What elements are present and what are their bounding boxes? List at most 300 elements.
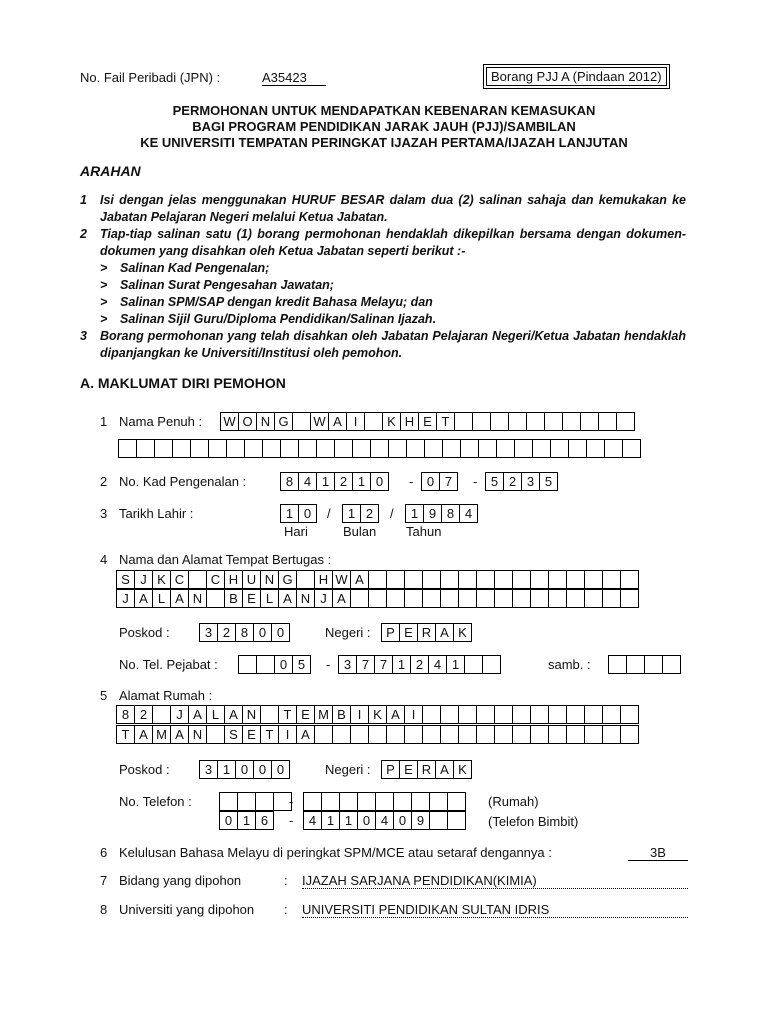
char-cell[interactable]: 0	[421, 472, 440, 491]
char-cell[interactable]	[442, 439, 461, 458]
char-cell[interactable]	[620, 570, 639, 589]
char-cell[interactable]	[206, 589, 225, 608]
char-cell[interactable]: A	[435, 760, 454, 779]
char-cell[interactable]	[584, 589, 603, 608]
char-cell[interactable]: L	[152, 589, 171, 608]
char-cell[interactable]: 0	[271, 623, 290, 642]
char-cell[interactable]	[237, 792, 256, 811]
char-cell[interactable]	[316, 439, 335, 458]
instruction-sub-item	[80, 294, 686, 311]
char-cell[interactable]	[406, 439, 425, 458]
char-cell[interactable]: 4	[298, 472, 317, 491]
char-cell[interactable]: E	[242, 589, 261, 608]
char-cell[interactable]	[386, 589, 405, 608]
char-cell[interactable]: 2	[410, 655, 429, 674]
char-cell[interactable]	[188, 570, 207, 589]
char-cell[interactable]: K	[382, 412, 401, 431]
char-cell[interactable]	[458, 725, 477, 744]
char-cell[interactable]	[620, 705, 639, 724]
char-cell[interactable]	[357, 792, 376, 811]
char-cell[interactable]	[368, 570, 387, 589]
q6-number: 6	[100, 845, 108, 860]
char-cell[interactable]	[478, 439, 497, 458]
char-cell[interactable]	[244, 439, 263, 458]
char-cell[interactable]: S	[224, 725, 243, 744]
char-cell[interactable]	[620, 725, 639, 744]
char-cell[interactable]	[172, 439, 191, 458]
char-cell[interactable]: A	[170, 725, 189, 744]
char-cell[interactable]: P	[381, 760, 400, 779]
char-cell[interactable]	[262, 439, 281, 458]
char-cell[interactable]: L	[206, 705, 225, 724]
char-cell[interactable]	[280, 439, 299, 458]
char-cell[interactable]: 0	[253, 760, 272, 779]
char-cell[interactable]: 0	[235, 760, 254, 779]
ic-number-part-1[interactable]	[280, 472, 389, 491]
char-cell[interactable]	[368, 725, 387, 744]
birth-year-input[interactable]	[405, 504, 478, 523]
char-cell[interactable]: A	[332, 589, 351, 608]
char-cell[interactable]: 1	[280, 504, 299, 523]
char-cell[interactable]	[298, 439, 317, 458]
home-phone-area[interactable]	[219, 792, 292, 811]
char-cell[interactable]	[375, 792, 394, 811]
char-cell[interactable]: R	[417, 623, 436, 642]
title-line-2: BAGI PROGRAM PENDIDIKAN JARAK JAUH (PJJ)/SAMBILAN	[192, 119, 576, 134]
char-cell[interactable]	[530, 570, 549, 589]
char-cell[interactable]	[602, 725, 621, 744]
char-cell[interactable]	[644, 655, 663, 674]
char-cell[interactable]: 7	[356, 655, 375, 674]
sub-item-text: Salinan Surat Pengesahan Jawatan;	[120, 278, 334, 292]
char-cell[interactable]: 8	[280, 472, 299, 491]
char-cell[interactable]: M	[152, 725, 171, 744]
char-cell[interactable]	[154, 439, 173, 458]
char-cell[interactable]	[530, 589, 549, 608]
char-cell[interactable]: W	[310, 412, 329, 431]
char-cell[interactable]	[422, 589, 441, 608]
char-cell[interactable]	[219, 792, 238, 811]
char-cell[interactable]: O	[238, 412, 257, 431]
char-cell[interactable]	[568, 439, 587, 458]
char-cell[interactable]	[514, 439, 533, 458]
char-cell[interactable]	[411, 792, 430, 811]
char-cell[interactable]	[440, 705, 459, 724]
telephone-label: No. Telefon :	[119, 794, 192, 809]
mobile-phone-prefix[interactable]	[219, 811, 274, 830]
char-cell[interactable]	[494, 570, 513, 589]
char-cell[interactable]: I	[346, 412, 365, 431]
char-cell[interactable]: C	[170, 570, 189, 589]
char-cell[interactable]: 0	[357, 811, 376, 830]
char-cell[interactable]: 5	[539, 472, 558, 491]
char-cell[interactable]	[544, 412, 563, 431]
char-cell[interactable]: N	[188, 589, 207, 608]
char-cell[interactable]: E	[399, 623, 418, 642]
university-applied-value[interactable]: UNIVERSITI PENDIDIKAN SULTAN IDRIS	[302, 902, 688, 918]
char-cell[interactable]	[370, 439, 389, 458]
char-cell[interactable]	[226, 439, 245, 458]
phone-dash: -	[289, 813, 294, 828]
instruction-item	[80, 226, 686, 260]
char-cell[interactable]	[460, 439, 479, 458]
char-cell[interactable]: 4	[375, 811, 394, 830]
char-cell[interactable]: A	[170, 589, 189, 608]
char-cell[interactable]	[512, 725, 531, 744]
char-cell[interactable]	[620, 589, 639, 608]
char-cell[interactable]: 0	[219, 811, 238, 830]
char-cell[interactable]: K	[368, 705, 387, 724]
char-cell[interactable]	[566, 705, 585, 724]
char-cell[interactable]	[662, 655, 681, 674]
char-cell[interactable]	[368, 589, 387, 608]
char-cell[interactable]	[548, 589, 567, 608]
char-cell[interactable]	[321, 792, 340, 811]
char-cell[interactable]	[482, 655, 501, 674]
home-address-row-1[interactable]	[116, 705, 639, 724]
char-cell[interactable]: T	[260, 725, 279, 744]
full-name-row-2[interactable]	[118, 439, 641, 458]
ic-dash-2: -	[473, 474, 478, 489]
char-cell[interactable]: K	[453, 760, 472, 779]
char-cell[interactable]: G	[274, 412, 293, 431]
char-cell[interactable]: 6	[255, 811, 274, 830]
char-cell[interactable]	[255, 792, 274, 811]
char-cell[interactable]	[464, 655, 483, 674]
char-cell[interactable]	[532, 439, 551, 458]
char-cell[interactable]: 0	[271, 760, 290, 779]
char-cell[interactable]	[424, 439, 443, 458]
char-cell[interactable]: N	[188, 725, 207, 744]
char-cell[interactable]	[260, 705, 279, 724]
char-cell[interactable]: C	[206, 570, 225, 589]
workplace-row-2[interactable]	[116, 589, 639, 608]
char-cell[interactable]	[602, 570, 621, 589]
char-cell[interactable]: 5	[292, 655, 311, 674]
char-cell[interactable]	[208, 439, 227, 458]
char-cell[interactable]	[622, 439, 641, 458]
char-cell[interactable]: 0	[298, 504, 317, 523]
char-cell[interactable]	[512, 570, 531, 589]
phone-dash: -	[326, 657, 331, 672]
char-cell[interactable]: 2	[134, 705, 153, 724]
char-cell[interactable]	[548, 725, 567, 744]
sub-item-text: Salinan Sijil Guru/Diploma Pendidikan/Salinan Ijazah.	[120, 312, 437, 326]
char-cell[interactable]	[476, 589, 495, 608]
char-cell[interactable]: A	[188, 705, 207, 724]
char-cell[interactable]: 4	[303, 811, 322, 830]
char-cell[interactable]	[530, 705, 549, 724]
char-cell[interactable]: 8	[441, 504, 460, 523]
university-applied-label: Universiti yang dipohon	[119, 902, 255, 917]
char-cell[interactable]: 7	[374, 655, 393, 674]
date-slash: /	[390, 506, 394, 521]
char-cell[interactable]	[550, 439, 569, 458]
char-cell[interactable]: 1	[446, 655, 465, 674]
char-cell[interactable]	[350, 725, 369, 744]
char-cell[interactable]: 1	[316, 472, 335, 491]
char-cell[interactable]	[314, 725, 333, 744]
char-cell[interactable]	[494, 589, 513, 608]
char-cell[interactable]	[332, 725, 351, 744]
full-name-label: Nama Penuh :	[119, 414, 203, 429]
char-cell[interactable]: 0	[370, 472, 389, 491]
home-address-row-2[interactable]	[116, 725, 639, 744]
char-cell[interactable]: A	[435, 623, 454, 642]
home-phone-number[interactable]	[303, 792, 466, 811]
birth-day-input[interactable]	[280, 504, 317, 523]
char-cell[interactable]: H	[400, 412, 419, 431]
char-cell[interactable]: H	[224, 570, 243, 589]
char-cell[interactable]: 2	[334, 472, 353, 491]
instruction-sub-item	[80, 260, 686, 277]
char-cell[interactable]	[604, 439, 623, 458]
char-cell[interactable]	[530, 725, 549, 744]
char-cell[interactable]	[206, 725, 225, 744]
char-cell[interactable]	[256, 655, 275, 674]
char-cell[interactable]	[490, 412, 509, 431]
char-cell[interactable]: 8	[116, 705, 135, 724]
char-cell[interactable]: J	[134, 570, 153, 589]
char-cell[interactable]: T	[278, 705, 297, 724]
ic-number-part-2[interactable]	[421, 472, 458, 491]
char-cell[interactable]	[526, 412, 545, 431]
char-cell[interactable]: A	[350, 570, 369, 589]
char-cell[interactable]: 2	[360, 504, 379, 523]
char-cell[interactable]	[494, 705, 513, 724]
char-cell[interactable]: 1	[405, 504, 424, 523]
full-name-row-1[interactable]	[220, 412, 635, 431]
char-cell[interactable]	[334, 439, 353, 458]
extension-input[interactable]	[608, 655, 681, 674]
char-cell[interactable]: 2	[217, 623, 236, 642]
char-cell[interactable]: E	[399, 760, 418, 779]
char-cell[interactable]	[476, 705, 495, 724]
char-cell[interactable]: J	[314, 589, 333, 608]
char-cell[interactable]: 8	[235, 623, 254, 642]
char-cell[interactable]	[458, 589, 477, 608]
char-cell[interactable]	[429, 811, 448, 830]
char-cell[interactable]	[566, 570, 585, 589]
home-postcode-input[interactable]	[199, 760, 290, 779]
char-cell[interactable]: W	[220, 412, 239, 431]
char-cell[interactable]: 9	[411, 811, 430, 830]
char-cell[interactable]: 3	[521, 472, 540, 491]
char-cell[interactable]: E	[242, 725, 261, 744]
char-cell[interactable]: A	[328, 412, 347, 431]
char-cell[interactable]: P	[381, 623, 400, 642]
char-cell[interactable]	[616, 412, 635, 431]
q8-number: 8	[100, 902, 108, 917]
char-cell[interactable]	[350, 589, 369, 608]
birth-date-label: Tarikh Lahir :	[119, 506, 194, 521]
char-cell[interactable]	[562, 412, 581, 431]
char-cell[interactable]	[458, 570, 477, 589]
char-cell[interactable]: H	[314, 570, 333, 589]
char-cell[interactable]	[386, 725, 405, 744]
char-cell[interactable]	[608, 655, 627, 674]
char-cell[interactable]	[386, 570, 405, 589]
work-postcode-input[interactable]	[199, 623, 290, 642]
char-cell[interactable]	[626, 655, 645, 674]
char-cell[interactable]: U	[242, 570, 261, 589]
char-cell[interactable]: 0	[274, 655, 293, 674]
char-cell[interactable]	[512, 589, 531, 608]
q5-number: 5	[100, 688, 108, 703]
bullet-marker: >	[100, 261, 108, 275]
char-cell[interactable]: B	[332, 705, 351, 724]
work-state-input[interactable]	[381, 623, 472, 642]
q3-number: 3	[100, 506, 108, 521]
char-cell[interactable]: I	[278, 725, 297, 744]
char-cell[interactable]: E	[418, 412, 437, 431]
char-cell[interactable]	[296, 570, 315, 589]
char-cell[interactable]	[422, 705, 441, 724]
char-cell[interactable]	[404, 725, 423, 744]
char-cell[interactable]: 1	[339, 811, 358, 830]
char-cell[interactable]	[352, 439, 371, 458]
instructions	[80, 192, 686, 362]
char-cell[interactable]	[496, 439, 515, 458]
field-applied-colon: :	[284, 873, 288, 888]
char-cell[interactable]	[602, 589, 621, 608]
char-cell[interactable]: 5	[485, 472, 504, 491]
char-cell[interactable]	[136, 439, 155, 458]
char-cell[interactable]: 0	[253, 623, 272, 642]
char-cell[interactable]: T	[116, 725, 135, 744]
char-cell[interactable]	[152, 705, 171, 724]
char-cell[interactable]	[393, 792, 412, 811]
char-cell[interactable]: A	[386, 705, 405, 724]
char-cell[interactable]: 1	[352, 472, 371, 491]
char-cell[interactable]	[584, 705, 603, 724]
char-cell[interactable]: 2	[503, 472, 522, 491]
char-cell[interactable]: 0	[393, 811, 412, 830]
char-cell[interactable]	[584, 725, 603, 744]
char-cell[interactable]	[548, 570, 567, 589]
char-cell[interactable]: K	[453, 623, 472, 642]
char-cell[interactable]: A	[296, 725, 315, 744]
char-cell[interactable]: 9	[423, 504, 442, 523]
char-cell[interactable]	[580, 412, 599, 431]
university-applied-colon: :	[284, 902, 288, 917]
char-cell[interactable]: 1	[217, 760, 236, 779]
home-postcode-label: Poskod :	[119, 762, 170, 777]
char-cell[interactable]: 3	[338, 655, 357, 674]
char-cell[interactable]: 1	[321, 811, 340, 830]
char-cell[interactable]: 3	[199, 623, 218, 642]
char-cell[interactable]	[512, 705, 531, 724]
char-cell[interactable]: 1	[392, 655, 411, 674]
char-cell[interactable]	[476, 570, 495, 589]
char-cell[interactable]	[508, 412, 527, 431]
char-cell[interactable]: 4	[459, 504, 478, 523]
char-cell[interactable]: M	[314, 705, 333, 724]
char-cell[interactable]	[422, 570, 441, 589]
char-cell[interactable]: K	[152, 570, 171, 589]
char-cell[interactable]: N	[256, 412, 275, 431]
char-cell[interactable]	[584, 570, 603, 589]
char-cell[interactable]: J	[116, 589, 135, 608]
char-cell[interactable]	[440, 570, 459, 589]
char-cell[interactable]	[586, 439, 605, 458]
char-cell[interactable]	[440, 725, 459, 744]
ic-number-part-3[interactable]	[485, 472, 558, 491]
char-cell[interactable]: B	[224, 589, 243, 608]
char-cell[interactable]: J	[170, 705, 189, 724]
char-cell[interactable]	[566, 589, 585, 608]
char-cell[interactable]: 7	[439, 472, 458, 491]
char-cell[interactable]: S	[116, 570, 135, 589]
char-cell[interactable]	[118, 439, 137, 458]
char-cell[interactable]: 1	[342, 504, 361, 523]
char-cell[interactable]	[494, 725, 513, 744]
char-cell[interactable]: A	[224, 705, 243, 724]
char-cell[interactable]	[458, 705, 477, 724]
birth-month-input[interactable]	[342, 504, 379, 523]
char-cell[interactable]	[548, 705, 567, 724]
char-cell[interactable]: E	[296, 705, 315, 724]
char-cell[interactable]	[472, 412, 491, 431]
char-cell[interactable]	[339, 792, 358, 811]
char-cell[interactable]	[429, 792, 448, 811]
char-cell[interactable]	[447, 811, 466, 830]
char-cell[interactable]: R	[417, 760, 436, 779]
char-cell[interactable]: L	[260, 589, 279, 608]
char-cell[interactable]: A	[134, 589, 153, 608]
char-cell[interactable]	[447, 792, 466, 811]
char-cell[interactable]	[476, 725, 495, 744]
char-cell[interactable]: I	[350, 705, 369, 724]
char-cell[interactable]: I	[404, 705, 423, 724]
char-cell[interactable]: A	[278, 589, 297, 608]
char-cell[interactable]: 3	[199, 760, 218, 779]
char-cell[interactable]	[238, 655, 257, 674]
char-cell[interactable]: T	[436, 412, 455, 431]
char-cell[interactable]	[440, 589, 459, 608]
char-cell[interactable]	[292, 412, 311, 431]
malay-language-grade[interactable]: 3B	[628, 845, 688, 861]
char-cell[interactable]: G	[278, 570, 297, 589]
char-cell[interactable]: A	[134, 725, 153, 744]
char-cell[interactable]: 1	[237, 811, 256, 830]
office-phone-number[interactable]	[338, 655, 501, 674]
mobile-phone-number[interactable]	[303, 811, 466, 830]
char-cell[interactable]	[404, 570, 423, 589]
char-cell[interactable]	[602, 705, 621, 724]
char-cell[interactable]	[404, 589, 423, 608]
malay-language-label: Kelulusan Bahasa Melayu di peringkat SPM/MCE atau setaraf dengannya :	[119, 845, 552, 860]
field-applied-value[interactable]: IJAZAH SARJANA PENDIDIKAN(KIMIA)	[302, 873, 688, 889]
char-cell[interactable]	[303, 792, 322, 811]
char-cell[interactable]	[598, 412, 617, 431]
char-cell[interactable]: N	[296, 589, 315, 608]
instruction-number: 3	[80, 329, 87, 343]
char-cell[interactable]	[388, 439, 407, 458]
char-cell[interactable]	[454, 412, 473, 431]
char-cell[interactable]	[364, 412, 383, 431]
char-cell[interactable]: N	[260, 570, 279, 589]
office-phone-area[interactable]	[238, 655, 311, 674]
char-cell[interactable]	[566, 725, 585, 744]
char-cell[interactable]: N	[242, 705, 261, 724]
char-cell[interactable]: 4	[428, 655, 447, 674]
char-cell[interactable]: W	[332, 570, 351, 589]
home-state-input[interactable]	[381, 760, 472, 779]
char-cell[interactable]	[422, 725, 441, 744]
char-cell[interactable]	[190, 439, 209, 458]
workplace-row-1[interactable]	[116, 570, 639, 589]
